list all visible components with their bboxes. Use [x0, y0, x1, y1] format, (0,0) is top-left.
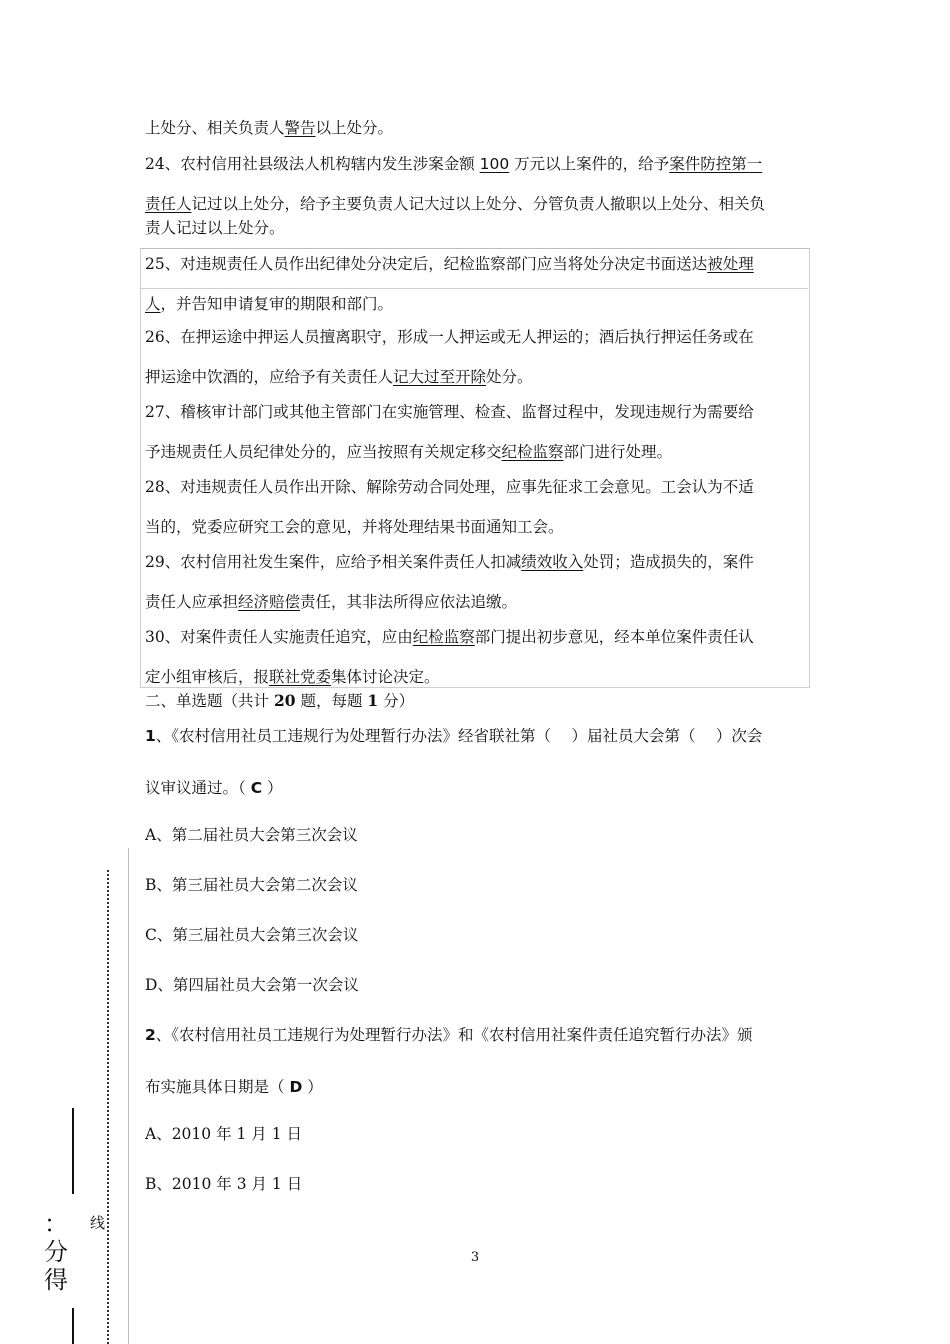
mc2-stem-line-2: 布实施具体日期是（ D ） — [145, 1078, 323, 1096]
q26-line-2: 押运途中饮酒的，应给予有关责任人记大过至开除处分。 — [145, 368, 533, 386]
q26-line-1: 26、在押运途中押运人员擅离职守，形成一人押运或无人押运的；酒后执行押运任务或在 — [145, 328, 754, 346]
mc1-stem-line-2: 议审议通过。（ C ） — [145, 779, 283, 797]
row-separator — [140, 288, 808, 289]
mc1-option-d: D、第四届社员大会第一次会议 — [145, 976, 359, 994]
mc1-option-b: B、第三届社员大会第二次会议 — [145, 876, 358, 894]
q25-line-2: 人，并告知申请复审的期限和部门。 — [145, 295, 394, 313]
q25-line-1: 25、对违规责任人员作出纪律处分决定后，纪检监察部门应当将处分决定书面送达被处理 — [145, 255, 754, 273]
mc1-option-c: C、第三届社员大会第三次会议 — [145, 926, 359, 944]
score-bar-top — [72, 1108, 74, 1194]
mc1-answer: C — [250, 779, 263, 797]
q28-line-2: 当的，党委应研究工会的意见，并将处理结果书面通知工会。 — [145, 518, 564, 536]
score-bar-bottom — [72, 1308, 74, 1344]
score-label: ： 分 得 — [44, 1210, 68, 1294]
q24-line-3: 责人记过以上处分。 — [145, 219, 285, 237]
q24-line-1: 24、农村信用社县级法人机构辖内发生涉案金额 100 万元以上案件的，给予案件防控第一 — [145, 155, 763, 173]
q30-line-1: 30、对案件责任人实施责任追究，应由纪检监察部门提出初步意见，经本单位案件责任认 — [145, 628, 754, 646]
q28-line-1: 28、对违规责任人员作出开除、解除劳动合同处理，应事先征求工会意见。工会认为不适 — [145, 478, 754, 496]
q27-line-1: 27、稽核审计部门或其他主管部门在实施管理、检查、监督过程中，发现违规行为需要给 — [145, 403, 754, 421]
mc1-option-a: A、第二届社员大会第三次会议 — [145, 826, 358, 844]
mc2-answer: D — [289, 1078, 303, 1096]
section-heading: 二、单选题（共计 20 题，每题 1 分） — [145, 691, 415, 710]
mc1-stem-line-1: 1、《农村信用社员工违规行为处理暂行办法》经省联社第（ ）届社员大会第（ ）次会 — [145, 727, 763, 745]
binding-line-char: 线 — [90, 1214, 106, 1232]
page-number: 3 — [470, 1250, 480, 1265]
q29-line-2: 责任人应承担经济赔偿责任，其非法所得应依法追缴。 — [145, 593, 518, 611]
mc2-option-a: A、2010 年 1 月 1 日 — [145, 1125, 302, 1143]
mc2-stem-line-1: 2、《农村信用社员工违规行为处理暂行办法》和《农村信用社案件责任追究暂行办法》颁 — [145, 1026, 753, 1044]
binding-margin-line — [128, 848, 129, 1344]
q30-line-2: 定小组审核后，报联社党委集体讨论决定。 — [145, 668, 440, 686]
q29-line-1: 29、农村信用社发生案件，应给予相关案件责任人扣减绩效收入处罚；造成损失的，案件 — [145, 553, 754, 571]
q27-line-2: 予违规责任人员纪律处分的，应当按照有关规定移交纪检监察部门进行处理。 — [145, 443, 673, 461]
mc2-option-b: B、2010 年 3 月 1 日 — [145, 1175, 303, 1193]
binding-dotted-line — [107, 870, 109, 1344]
q24-line-2: 责任人记过以上处分，给予主要负责人记大过以上处分、分管负责人撤职以上处分、相关负 — [145, 195, 766, 213]
text-line: 上处分、相关负责人警告以上处分。 — [145, 119, 394, 137]
